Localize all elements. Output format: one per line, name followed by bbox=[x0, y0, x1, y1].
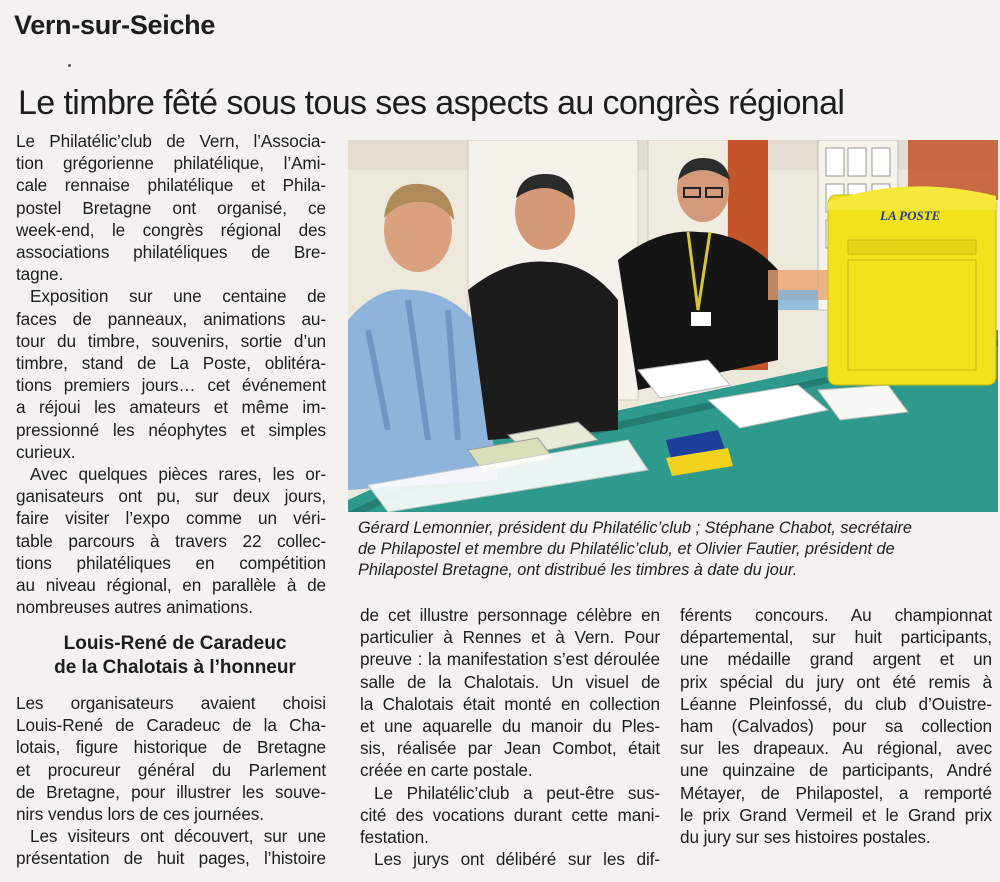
text-line: du jury sur ses histoires postales. bbox=[680, 827, 931, 848]
text-line: Avec quelques pièces rares, les or- bbox=[30, 464, 326, 485]
photo-illustration bbox=[348, 140, 998, 512]
article-column-1-continued bbox=[16, 692, 326, 870]
text-line: particulier à Rennes et à Vern. Pour bbox=[360, 627, 660, 648]
text-line: timbre, stand de La Poste, oblitéra- bbox=[16, 353, 326, 374]
text-line: table parcours à travers 22 collec- bbox=[16, 530, 326, 551]
paragraph bbox=[16, 825, 326, 869]
article-column-2 bbox=[360, 604, 660, 870]
article-headline: Le timbre fêté sous tous ses aspects au congrès régional bbox=[18, 84, 845, 122]
text-line: au niveau régional, en parallèle à de bbox=[16, 575, 326, 596]
text-line: a réjoui les amateurs et même im- bbox=[16, 397, 326, 418]
text-line: une médaille grand argent et un bbox=[680, 649, 992, 670]
text-line: de cet illustre personnage célèbre en bbox=[360, 605, 660, 625]
text-line: la Chalotais était monté en collection bbox=[360, 693, 660, 714]
text-line: férents concours. Au championnat bbox=[680, 605, 992, 625]
text-line: festation. bbox=[360, 827, 429, 848]
text-line: Le Philatélic’club a peut-être sus- bbox=[374, 782, 660, 803]
text-line: une quinzaine de participants, André bbox=[680, 760, 992, 781]
text-line: pressionné les néophytes et simples bbox=[16, 419, 326, 440]
text-line: cité des vocations durant cette mani- bbox=[360, 804, 660, 825]
text-line: preuve : la manifestation s’est déroulée bbox=[360, 649, 660, 670]
paragraph bbox=[680, 604, 992, 848]
article-photo bbox=[348, 140, 998, 512]
text-line: Louis-René de Caradeuc de la Cha- bbox=[16, 715, 326, 736]
text-line: départemental, sur huit participants, bbox=[680, 627, 992, 648]
text-line: le prix Grand Vermeil et le Grand prix bbox=[680, 804, 992, 825]
text-line: faces de panneaux, animations au- bbox=[16, 308, 326, 329]
text-line: et procureur général du Parlement bbox=[16, 759, 326, 780]
postbox-label: LA POSTE bbox=[880, 208, 941, 223]
text-line: Léanne Pleinfossé, du club d’Ouistre- bbox=[680, 693, 992, 714]
article-subheading bbox=[40, 632, 310, 680]
text-line: week-end, le congrès régional des bbox=[16, 219, 326, 240]
text-line: faire visiter l’expo comme un véri- bbox=[16, 508, 326, 529]
text-line: sur les drapeaux. Au régional, avec bbox=[680, 738, 992, 759]
text-line: et une aquarelle du manoir du Ples- bbox=[360, 716, 660, 737]
text-line: présentation de huit pages, l’histoire bbox=[16, 848, 326, 869]
subheading-line: de la Chalotais à l’honneur bbox=[54, 657, 296, 678]
text-line: postel Bretagne ont organisé, ce bbox=[16, 197, 326, 218]
text-line: tions philatéliques en compétition bbox=[16, 552, 326, 573]
text-line: curieux. bbox=[16, 441, 76, 462]
paragraph bbox=[16, 692, 326, 825]
article-column-1 bbox=[16, 130, 326, 618]
text-line: Métayer, de Philapostel, a remporté bbox=[680, 782, 992, 803]
text-line: Les organisateurs avaient choisi bbox=[16, 693, 326, 713]
paragraph bbox=[16, 463, 326, 618]
text-line: Les visiteurs ont découvert, sur une bbox=[30, 826, 326, 847]
text-line: tour du timbre, souvenirs, sortie d’un bbox=[16, 330, 326, 351]
text-line: prix spécial du jury ont été remis à bbox=[680, 671, 992, 692]
subheading-line: Louis-René de Caradeuc bbox=[63, 633, 287, 654]
text-line: cale rennaise philatélique et Phila- bbox=[16, 175, 326, 196]
paragraph bbox=[360, 782, 660, 849]
text-line: Les jurys ont délibéré sur les dif- bbox=[374, 849, 660, 870]
text-line: salle de la Chalotais. Un visuel de bbox=[360, 671, 660, 692]
text-line: nombreuses autres animations. bbox=[16, 597, 253, 618]
text-line: lotais, figure historique de Bretagne bbox=[16, 737, 326, 758]
photo-caption bbox=[358, 518, 998, 581]
caption-line: de Philapostel et membre du Philatélic’club, et Olivier Fautier, président de bbox=[358, 540, 895, 558]
paragraph bbox=[360, 604, 660, 782]
text-line: tion grégorienne philatélique, l’Ami- bbox=[16, 153, 326, 174]
postbox bbox=[828, 186, 996, 385]
text-line: ham (Calvados) pour sa collection bbox=[680, 716, 992, 737]
paragraph bbox=[16, 285, 326, 463]
decorative-dot bbox=[68, 64, 71, 67]
text-line: Le Philatélic’club de Vern, l’Associa- bbox=[16, 131, 326, 151]
text-line: créée en carte postale. bbox=[360, 760, 533, 781]
text-line: ganisateurs ont pu, sur deux jours, bbox=[16, 486, 326, 507]
paragraph bbox=[16, 130, 326, 285]
article-column-3 bbox=[680, 604, 992, 848]
text-line: de Bretagne, pour illustrer les souve- bbox=[16, 781, 326, 802]
text-line: Exposition sur une centaine de bbox=[30, 286, 326, 307]
section-town-heading: Vern-sur-Seiche bbox=[14, 10, 216, 40]
text-line: sis, réalisée par Jean Combot, était bbox=[360, 738, 660, 759]
text-line: associations philatéliques de Bre- bbox=[16, 242, 326, 263]
text-line: tagne. bbox=[16, 264, 64, 285]
text-line: tions premiers jours… cet événement bbox=[16, 375, 326, 396]
paragraph bbox=[360, 848, 660, 870]
caption-line: Gérard Lemonnier, président du Philatélic’club ; Stéphane Chabot, secrétaire bbox=[358, 519, 912, 537]
text-line: nirs vendus lors de ces journées. bbox=[16, 804, 264, 825]
caption-line: Philapostel Bretagne, ont distribué les timbres à date du jour. bbox=[358, 561, 798, 579]
